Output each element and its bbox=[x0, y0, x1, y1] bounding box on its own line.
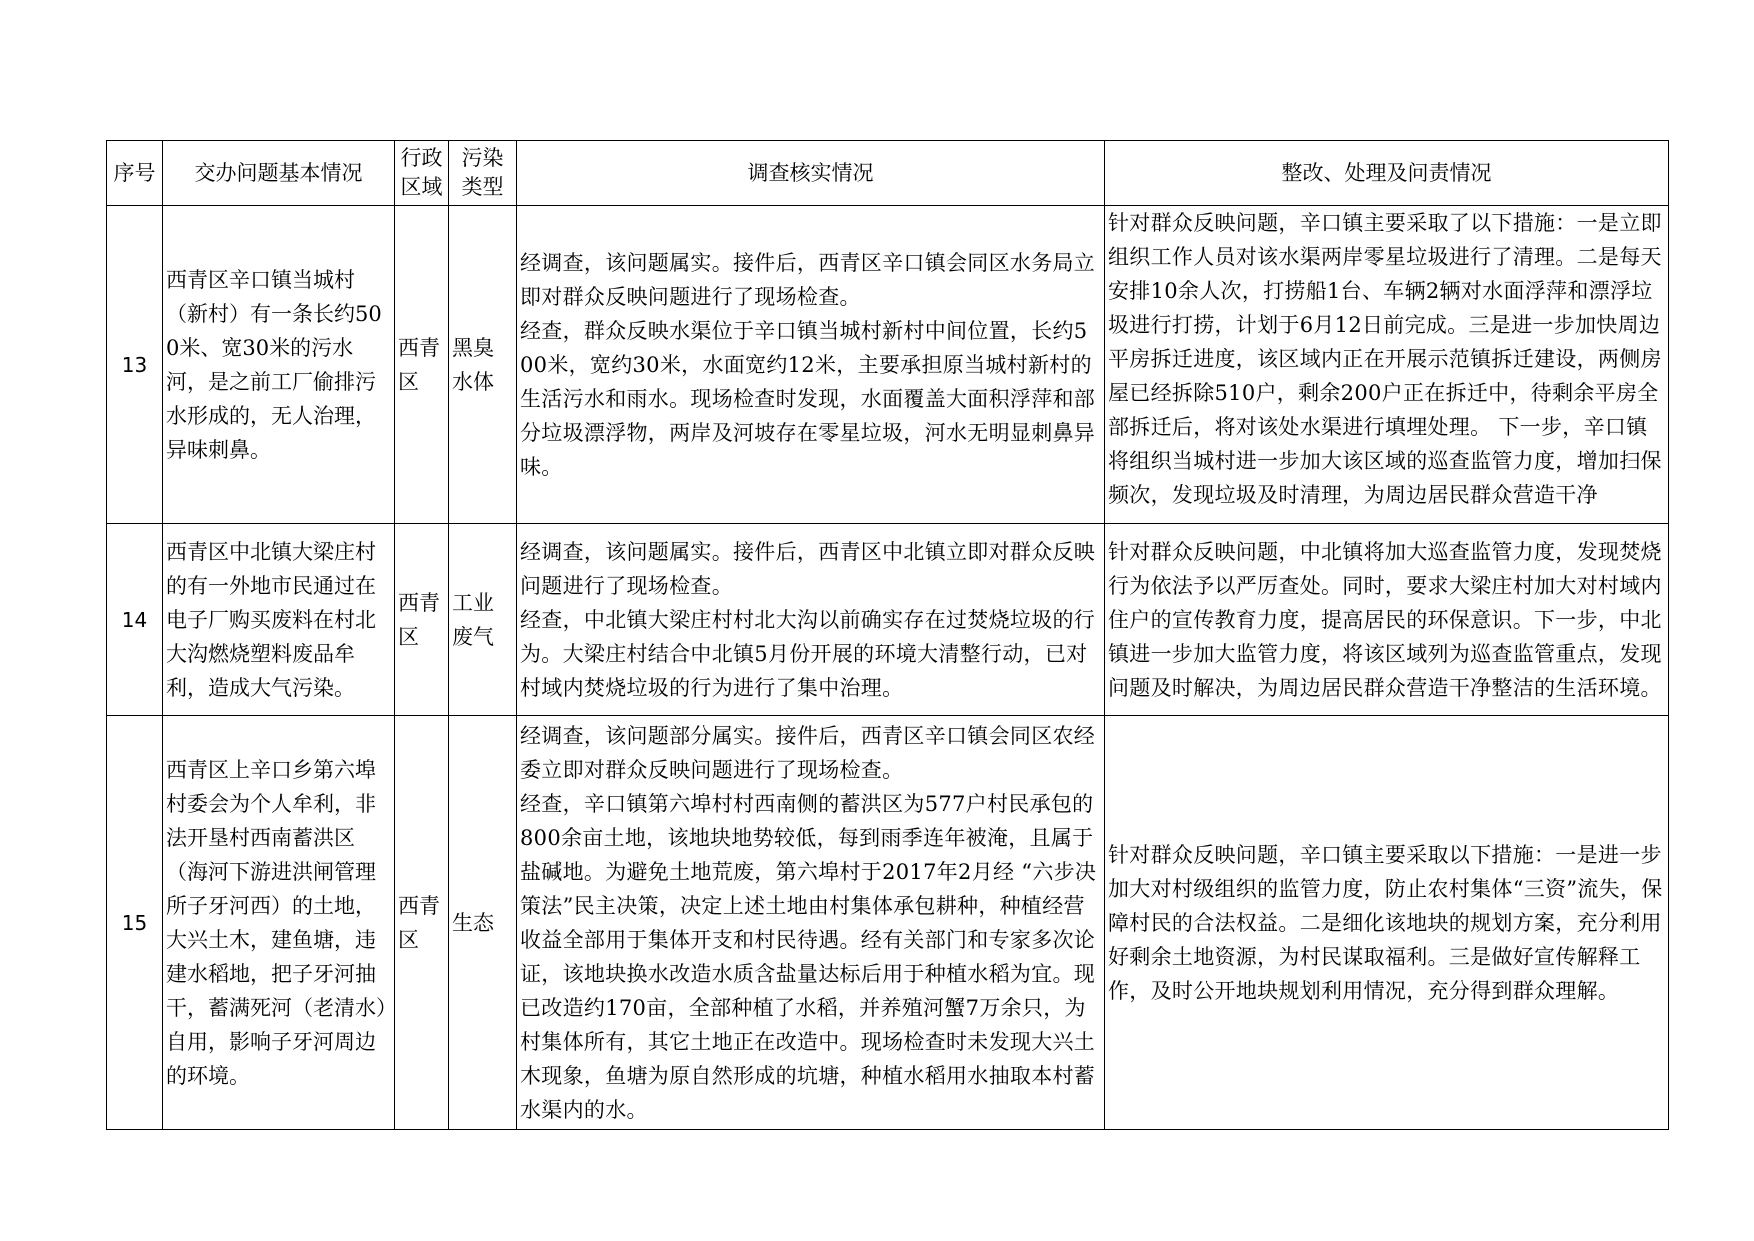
row-number: 14 bbox=[107, 524, 163, 716]
header-type-line2: 类型 bbox=[461, 175, 504, 199]
row-number: 15 bbox=[107, 716, 163, 1130]
row-rectification: 针对群众反映问题，中北镇将加大巡查监管力度，发现焚烧行为依法予以严厉查处。同时，要求大梁庄村加大对村域内住户的宣传教育力度，提高居民的环保意识。下一步，中北镇进一步加大监管力度，将该区域列为巡查监管重点，发现问题及时解决，为周边居民群众营造干净整洁的生活环境。 bbox=[1105, 524, 1669, 716]
header-area-line2: 区域 bbox=[400, 175, 443, 199]
row-rectification bbox=[1105, 206, 1669, 524]
header-type bbox=[449, 141, 517, 206]
row-pollution-type: 生态 bbox=[449, 716, 517, 1130]
row-investigation bbox=[517, 716, 1105, 1130]
header-basic: 交办问题基本情况 bbox=[163, 141, 395, 206]
row-number: 13 bbox=[107, 206, 163, 524]
row-investigation bbox=[517, 524, 1105, 716]
investigation-paragraph-2: 经查，中北镇大梁庄村村北大沟以前确实存在过焚烧垃圾的行为。大梁庄村结合中北镇5月份开展的环境大清整行动，已对村域内焚烧垃圾的行为进行了集中治理。 bbox=[520, 607, 1096, 700]
row-pollution-type: 工业废气 bbox=[449, 524, 517, 716]
table-row bbox=[107, 524, 1669, 716]
row-area: 西青区 bbox=[395, 206, 449, 524]
issue-table bbox=[106, 140, 1669, 1130]
investigation-paragraph-1: 经调查，该问题属实。接件后，西青区中北镇立即对群众反映问题进行了现场检查。 bbox=[520, 539, 1096, 598]
header-investigation: 调查核实情况 bbox=[517, 141, 1105, 206]
row-rectification: 针对群众反映问题，辛口镇主要采取以下措施：一是进一步加大对村级组织的监管力度，防止农村集体“三资”流失，保障村民的合法权益。二是细化该地块的规划方案，充分利用好剩余土地资源，为村民谋取福利。三是做好宣传解释工作，及时公开地块规划利用情况，充分得到群众理解。 bbox=[1105, 716, 1669, 1130]
header-area-line1: 行政 bbox=[400, 146, 443, 170]
header-no: 序号 bbox=[107, 141, 163, 206]
investigation-paragraph-1: 经调查，该问题部分属实。接件后，西青区辛口镇会同区农经委立即对群众反映问题进行了现场检查。 bbox=[520, 723, 1096, 782]
table-row bbox=[107, 716, 1669, 1130]
row-basic-info: 西青区上辛口乡第六埠村委会为个人牟利，非法开垦村西南蓄洪区（海河下游进洪闸管理所子牙河西）的土地，大兴土木，建鱼塘，违建水稻地，把子牙河抽干，蓄满死河（老清水）自用，影响子牙河周边的环境。 bbox=[163, 716, 395, 1130]
row-investigation bbox=[517, 206, 1105, 524]
investigation-paragraph-2: 经查，群众反映水渠位于辛口镇当城村新村中间位置，长约500米，宽约30米，水面宽约12米，主要承担原当城村新村的生活污水和雨水。现场检查时发现，水面覆盖大面积浮萍和部分垃圾漂浮物，两岸及河坡存在零星垃圾，河水无明显刺鼻异味。 bbox=[520, 318, 1096, 479]
header-area bbox=[395, 141, 449, 206]
row-basic-info: 西青区中北镇大梁庄村的有一外地市民通过在电子厂购买废料在村北大沟燃烧塑料废品牟利，造成大气污染。 bbox=[163, 524, 395, 716]
table-row bbox=[107, 206, 1669, 524]
investigation-paragraph-1: 经调查，该问题属实。接件后，西青区辛口镇会同区水务局立即对群众反映问题进行了现场检查。 bbox=[520, 250, 1096, 309]
header-rectification: 整改、处理及问责情况 bbox=[1105, 141, 1669, 206]
rectification-clip bbox=[1108, 206, 1665, 522]
rectification-text: 针对群众反映问题，辛口镇主要采取了以下措施：一是立即组织工作人员对该水渠两岸零星垃圾进行了清理。二是每天安排10余人次，打捞船1台、车辆2辆对水面浮萍和漂浮垃圾进行打捞，计划于6月12日前完成。三是进一步加快周边平房拆迁进度，该区域内正在开展示范镇拆迁建设，两侧房屋已经拆除510户，剩余200户正在拆迁中，待剩余平房全部拆迁后，将对该处水渠进行填埋处理。 下一步，辛口镇将组织当城村进一步加大该区域的巡查监管力度，增加扫保频次，发现垃圾及时清理，为周边居民群众营造干净 bbox=[1108, 211, 1662, 507]
row-basic-info: 西青区辛口镇当城村（新村）有一条长约500米、宽30米的污水河，是之前工厂偷排污水形成的，无人治理，异味刺鼻。 bbox=[163, 206, 395, 524]
row-area: 西青区 bbox=[395, 716, 449, 1130]
row-area: 西青区 bbox=[395, 524, 449, 716]
row-pollution-type: 黑臭水体 bbox=[449, 206, 517, 524]
header-type-line1: 污染 bbox=[461, 146, 504, 170]
table-header-row bbox=[107, 141, 1669, 206]
investigation-paragraph-2: 经查，辛口镇第六埠村村西南侧的蓄洪区为577户村民承包的800余亩土地，该地块地势较低，每到雨季连年被淹，且属于盐碱地。为避免土地荒废，第六埠村于2017年2月经 “六步决策法”民主决策，决定上述土地由村集体承包耕种，种植经营收益全部用于集体开支和村民待遇。经有关部门和专家多次论证，该地块换水改造水质含盐量达标后用于种植水稻为宜。现已改造约170亩，全部种植了水稻，并养殖河蟹7万余只，为村集体所有，其它土地正在改造中。现场检查时未发现大兴土木现象，鱼塘为原自然形成的坑塘，种植水稻用水抽取本村蓄水渠内的水。 bbox=[520, 791, 1097, 1122]
